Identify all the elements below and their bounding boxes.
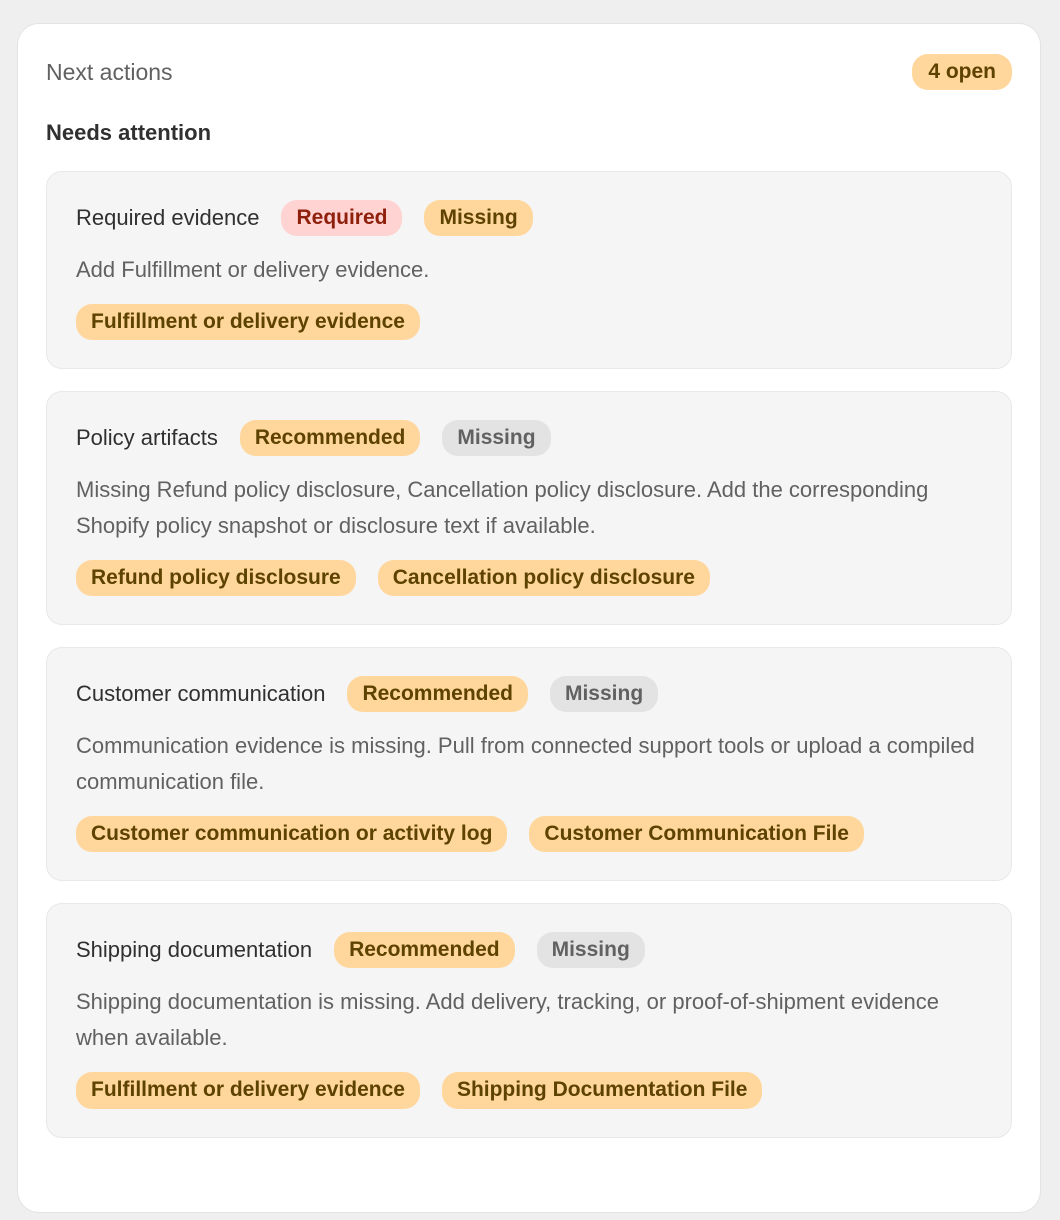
evidence-chip[interactable]: Cancellation policy disclosure xyxy=(378,560,710,596)
priority-badge: Recommended xyxy=(347,676,528,712)
evidence-chip[interactable]: Fulfillment or delivery evidence xyxy=(76,1072,420,1108)
card-description: Shipping documentation is missing. Add delivery, tracking, or proof-of-shipment evidence when available. xyxy=(76,989,939,1051)
action-card-shipping-documentation xyxy=(46,903,1012,1137)
card-title: Required evidence xyxy=(76,205,260,230)
card-description: Missing Refund policy disclosure, Cancellation policy disclosure. Add the corresponding Shopify policy snapshot or disclosure text if available. xyxy=(76,477,929,539)
evidence-chip[interactable]: Fulfillment or delivery evidence xyxy=(76,304,420,340)
card-description: Communication evidence is missing. Pull from connected support tools or upload a compiled communication file. xyxy=(76,733,975,795)
action-card-policy-artifacts xyxy=(46,391,1012,625)
evidence-chip[interactable]: Customer Communication File xyxy=(529,816,864,852)
status-badge: Missing xyxy=(537,932,645,968)
panel-title: Next actions xyxy=(46,58,173,85)
priority-badge: Recommended xyxy=(334,932,515,968)
card-header xyxy=(76,930,982,970)
card-header xyxy=(76,198,982,238)
evidence-chip[interactable]: Customer communication or activity log xyxy=(76,816,507,852)
action-card-required-evidence xyxy=(46,171,1012,369)
evidence-chip[interactable]: Refund policy disclosure xyxy=(76,560,356,596)
card-header xyxy=(76,674,982,714)
action-list xyxy=(46,171,1012,1138)
card-title: Customer communication xyxy=(76,681,326,707)
open-count-badge: 4 open xyxy=(912,54,1012,90)
status-badge: Missing xyxy=(442,420,550,456)
evidence-chip-list xyxy=(76,816,982,852)
priority-badge: Required xyxy=(281,200,402,236)
action-card-customer-communication xyxy=(46,647,1012,881)
evidence-chip-list xyxy=(76,1072,982,1108)
card-description: Add Fulfillment or delivery evidence. xyxy=(76,257,430,282)
card-title: Shipping documentation xyxy=(76,937,313,963)
section-title: Needs attention xyxy=(46,120,212,145)
status-badge: Missing xyxy=(424,200,532,236)
card-title: Policy artifacts xyxy=(76,425,218,451)
evidence-chip[interactable]: Shipping Documentation File xyxy=(442,1072,763,1108)
priority-badge: Recommended xyxy=(240,420,421,456)
card-header xyxy=(76,418,982,458)
evidence-chip-list xyxy=(76,304,982,340)
evidence-chip-list xyxy=(76,560,982,596)
status-badge: Missing xyxy=(550,676,658,712)
panel-header xyxy=(46,24,1012,120)
next-actions-panel xyxy=(17,23,1041,1213)
